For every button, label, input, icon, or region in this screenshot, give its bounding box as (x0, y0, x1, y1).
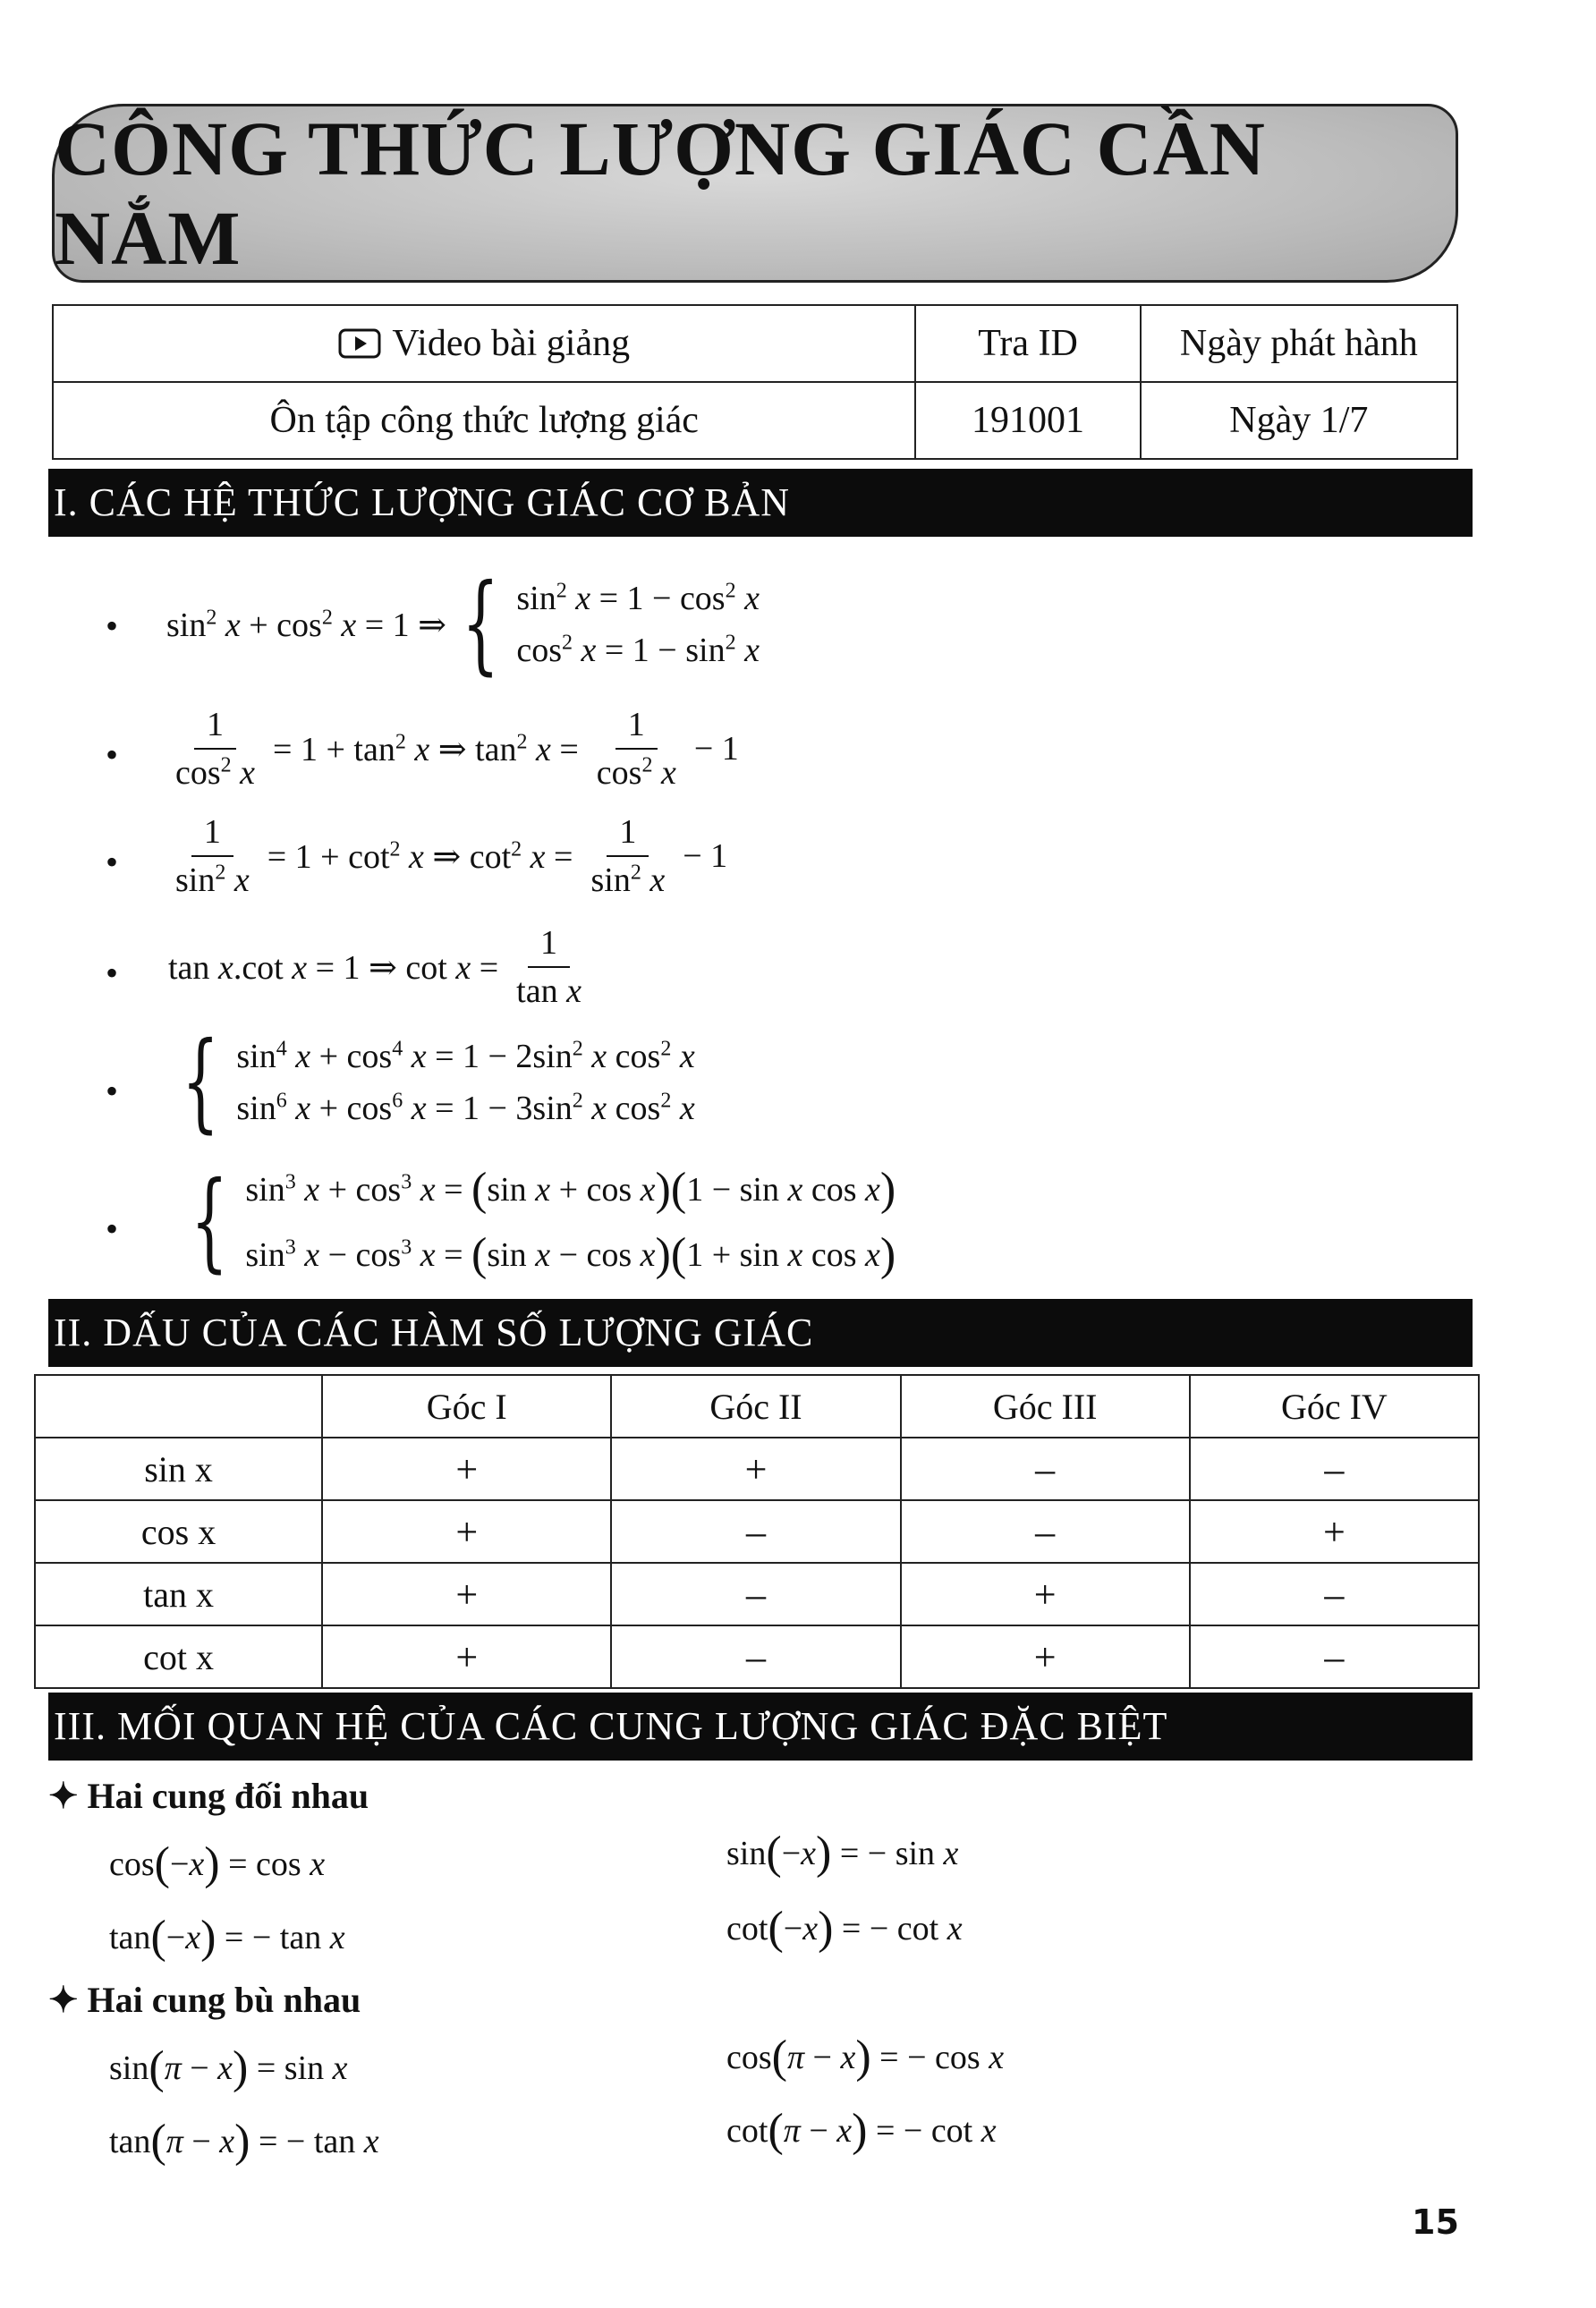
formula-power-sums: { $\sin^4 x + \cos^4 x = 1 - 2\sin^2$ x $\cos^2 x$ $\sin^6 x + \cos^6 x = 1 - 3\sin^2$ x $\cos^2 x$ (182, 1020, 695, 1144)
sign-cell: – (901, 1438, 1190, 1500)
formula-tan-cot: tan x.cot x = 1 ⇒ cot x = $\frac{1}{\text{tan x}}$ (168, 924, 582, 1010)
bullet: • (106, 734, 119, 775)
id-value: 191001 (915, 382, 1140, 459)
table-row (35, 1375, 1479, 1438)
formula-pythagorean: $\sin^2 x + \cos^2 x = 1$ ⇒ { $\sin^2 x = 1 - \cos^2 x$ $\cos^2 x = 1 - \sin^2 x$ (166, 562, 760, 686)
bullet: • (106, 606, 119, 646)
table-row (53, 382, 1457, 459)
subheading-supplementary-arcs: ✦ Hai cung bù nhau (48, 1980, 361, 2020)
video-header-cell (53, 305, 915, 382)
formula-cos-neg: cos(−x) = cos x (109, 1838, 326, 1889)
formula-cube-sums: { $\sin^3 x + \cos^3 x = (\sin$ x + cos x)(1 − sin x cos x) $\sin^3 x - \cos^3 x = (\sin$ x − cos x)(1 + sin x cos x) (191, 1159, 896, 1284)
video-info-table (52, 304, 1458, 460)
formula-sin-neg: sin(−x) = − sin x (726, 1828, 959, 1879)
title-banner (52, 104, 1458, 283)
row-label: cot x (35, 1625, 322, 1688)
sign-cell: + (322, 1500, 611, 1563)
formula-cot-identity: $\frac{1}{\sin^2 x}$ = $1 + \cot^2 x$ ⇒ $\cot^2 x$ = $\frac{1}{\sin^2 x}$ − 1 (175, 813, 728, 899)
date-header: Ngày phát hành (1141, 305, 1457, 382)
sign-cell: + (901, 1563, 1190, 1625)
section-header-basic-identities: I. CÁC HỆ THỨC LƯỢNG GIÁC CƠ BẢN (48, 469, 1473, 537)
section-header-signs: II. DẤU CỦA CÁC HÀM SỐ LƯỢNG GIÁC (48, 1299, 1473, 1367)
col-header: Góc II (611, 1375, 900, 1438)
row-label: sin x (35, 1438, 322, 1500)
section-header-special-arcs: III. MỐI QUAN HỆ CỦA CÁC CUNG LƯỢNG GIÁC ĐẶC BIỆT (48, 1693, 1473, 1761)
sign-cell: + (901, 1625, 1190, 1688)
star-icon: ✦ (48, 1776, 79, 1816)
empty-corner-cell (35, 1375, 322, 1438)
sign-cell: – (901, 1500, 1190, 1563)
date-value: Ngày 1/7 (1141, 382, 1457, 459)
play-icon (338, 328, 381, 359)
sign-cell: – (611, 1563, 900, 1625)
table-row (35, 1563, 1479, 1625)
table-row (35, 1625, 1479, 1688)
sign-cell: + (1190, 1500, 1479, 1563)
col-header: Góc III (901, 1375, 1190, 1438)
bullet: • (106, 842, 119, 882)
bullet: • (106, 1071, 119, 1111)
sign-cell: + (322, 1563, 611, 1625)
star-icon: ✦ (48, 1980, 79, 2020)
sign-table (34, 1374, 1480, 1689)
row-label: tan x (35, 1563, 322, 1625)
sign-cell: + (322, 1625, 611, 1688)
row-label: cos x (35, 1500, 322, 1563)
formula-sin-supp: sin(π − x) = sin x (109, 2042, 348, 2093)
formula-cot-neg: cot(−x) = − cot x (726, 1903, 963, 1954)
sign-cell: – (1190, 1438, 1479, 1500)
col-header: Góc I (322, 1375, 611, 1438)
sign-cell: + (611, 1438, 900, 1500)
formula-tan-neg: tan(−x) = − tan x (109, 1912, 345, 1963)
bullet: • (106, 953, 119, 993)
lesson-title[interactable]: Ôn tập công thức lượng giác (53, 382, 915, 459)
table-row (53, 305, 1457, 382)
col-header: Góc IV (1190, 1375, 1479, 1438)
subheading-opposite-arcs: ✦ Hai cung đối nhau (48, 1776, 369, 1816)
page-number: 15 (1412, 2202, 1459, 2242)
sign-cell: – (1190, 1563, 1479, 1625)
sign-cell: – (1190, 1625, 1479, 1688)
formula-tan-identity: $\frac{1}{\cos^2 x}$ = $1 + \tan^2 x$ ⇒ $\tan^2 x$ = $\frac{1}{\cos^2 x}$ − 1 (175, 706, 739, 792)
formula-cos-supp: cos(π − x) = − cos x (726, 2032, 1005, 2083)
sign-cell: – (611, 1625, 900, 1688)
bullet: • (106, 1209, 119, 1249)
video-label: Video bài giảng (392, 323, 631, 364)
formula-tan-supp: tan(π − x) = − tan x (109, 2116, 379, 2167)
page-title: CÔNG THỨC LƯỢNG GIÁC CẦN NẮM (55, 106, 1266, 281)
formula-cot-supp: cot(π − x) = − cot x (726, 2105, 997, 2156)
id-header: Tra ID (915, 305, 1140, 382)
table-row (35, 1500, 1479, 1563)
sign-cell: + (322, 1438, 611, 1500)
sign-cell: – (611, 1500, 900, 1563)
table-row (35, 1438, 1479, 1500)
